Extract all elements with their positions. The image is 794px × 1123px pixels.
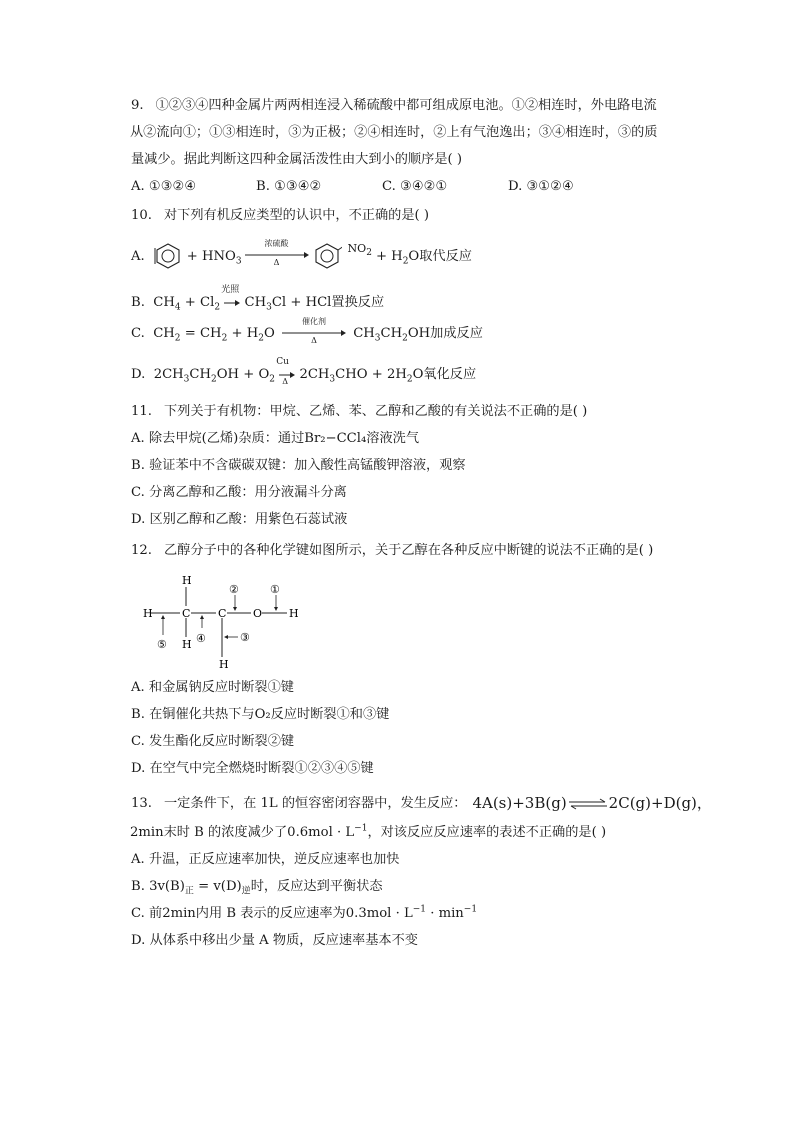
q10-option-d[interactable] (131, 356, 701, 388)
struct-c1: C (182, 607, 191, 620)
q9-line1 (131, 92, 701, 119)
q13-b-pre: B. 3v(B) (131, 879, 185, 894)
q13-option-c[interactable] (131, 900, 701, 927)
q10-a-cond-below: Δ (273, 258, 280, 267)
q11-stem-line (131, 398, 701, 425)
q12-option-d[interactable]: D. 在空气中完全燃烧时断裂①②③④⑤键 (131, 761, 374, 776)
q10-d-lhs-sub: 3 (183, 374, 190, 385)
q13-eq-end: ， (696, 794, 712, 812)
q10-number: 10. (131, 208, 152, 223)
bond-marker-4: ④ (196, 632, 206, 645)
struct-h-bottom: H (219, 658, 229, 670)
q13-line2-b: ，对该反应反应速率的表述不正确的是( ) (367, 825, 607, 840)
q13-number: 13. (131, 796, 152, 811)
q10-option-a[interactable] (131, 239, 701, 273)
q10-a-tail (376, 243, 472, 270)
q10-b-lhs: CH (153, 295, 175, 310)
q10-d-lhs3: OH + O (216, 367, 270, 382)
q10-a-tail-end: O取代反应 (408, 248, 472, 264)
q13-eq-lhs: 4A(s)+3B(g) (472, 794, 567, 812)
q13-equation (472, 790, 711, 817)
q10-a-tail-text: + H (375, 248, 403, 264)
q11-option-b[interactable]: B. 验证苯中不含碳碳双键：加入酸性高锰酸钾溶液，观察 (131, 458, 466, 473)
q10-d-h-sub: 2 (406, 374, 413, 385)
q12-option-a[interactable]: A. 和金属钠反应时断裂①键 (131, 680, 294, 695)
q13-option-a[interactable]: A. 升温，正反应速率加快，逆反应速率也加快 (131, 852, 400, 867)
q10-a-hno3-sub: 3 (235, 256, 242, 267)
q10-b-cond-above: 光照 (221, 284, 240, 295)
q11-stem: 下列关于有机物：甲烷、乙烯、苯、乙醇和乙酸的有关说法不正确的是( ) (163, 404, 588, 419)
q10-a-hno3: + HNO (186, 248, 236, 264)
q10-d-rhs3: O氧化反应 (412, 367, 477, 382)
q12-stem-line (131, 537, 701, 564)
q10-c-cond-above: 催化剂 (301, 316, 326, 326)
q11-number: 11. (131, 404, 152, 419)
q10-a-no2 (348, 235, 372, 262)
q10-stem: 对下列有机反应类型的认识中，不正确的是( ) (163, 208, 430, 223)
q13-line2 (130, 819, 701, 846)
q10-option-b[interactable] (131, 284, 701, 316)
q10-b-rhs2: Cl + HCl置换反应 (271, 295, 385, 310)
q10-c-lhs-sub: 2 (174, 333, 181, 344)
q10-a-label: A. (131, 248, 145, 264)
q10-a-cond-above: 浓硫酸 (264, 239, 289, 248)
q10-b-plus: + Cl (180, 295, 215, 310)
q13-b-end: 时，反应达到平衡状态 (250, 879, 383, 894)
q10-d-o-sub: 2 (269, 374, 276, 385)
q9-option-a[interactable]: A. ①③②④ (131, 179, 197, 194)
q9-option-c[interactable]: C. ③④②① (382, 179, 448, 194)
equilibrium-arrow-icon (569, 798, 607, 810)
q10-option-c[interactable] (131, 316, 701, 347)
q13-c-mid: · min (426, 906, 464, 921)
bond-marker-5: ⑤ (157, 638, 167, 651)
q10-c-o: O (263, 326, 275, 341)
q9-line3: 量减少。据此判断这四种金属活泼性由大到小的顺序是( ) (131, 152, 462, 167)
q10-c-rhs-sub: 3 (374, 333, 381, 344)
q13-c-pre: C. 前2min内用 B 表示的反应速率为0.3mol · L (131, 906, 413, 921)
q12-option-b[interactable]: B. 在铜催化共热下与O₂反应时断裂①和③键 (131, 707, 390, 722)
ethanol-bond-diagram (139, 570, 319, 670)
q10-b-lhs-sub: 4 (174, 302, 181, 313)
q10-d-cond-above: Cu (276, 356, 289, 367)
q10-c-cond-below: Δ (311, 335, 317, 345)
right-arrow-icon (224, 299, 240, 307)
q11-option-c[interactable]: C. 分离乙醇和乙酸：用分液漏斗分离 (131, 485, 347, 500)
q10-a-tail-sub: 2 (402, 256, 409, 267)
q10-c-rhs2-sub: 2 (402, 333, 408, 344)
q13-b-mid: = v(D) (193, 879, 242, 894)
q10-d-rhs2: CHO + 2H (335, 367, 407, 382)
q9-number: 9. (131, 98, 144, 113)
q10-c-rhs: CH (353, 326, 375, 341)
bond-marker-1: ① (270, 583, 280, 596)
q10-c-eq: = CH (180, 326, 222, 341)
q10-c-plus: + H (227, 326, 259, 341)
q13-line2-sup: −1 (354, 823, 368, 834)
question-11 (131, 398, 701, 533)
q10-a-no2-sub: 2 (366, 247, 372, 258)
q12-stem: 乙醇分子中的各种化学键如图所示，关于乙醇在各种反应中断键的说法不正确的是( ) (163, 543, 654, 558)
question-13 (130, 790, 712, 954)
struct-h-left: H (143, 607, 153, 620)
q10-b-arrow (221, 284, 240, 310)
struct-c2: C (218, 607, 227, 620)
q10-c-rhs2: CH (380, 326, 403, 341)
q9-option-b[interactable]: B. ①③④② (256, 179, 322, 194)
struct-o: O (253, 607, 263, 620)
q13-option-b[interactable] (131, 873, 701, 900)
q10-c-rhs3: OH加成反应 (407, 326, 483, 341)
q9-option-d[interactable]: D. ③①②④ (508, 179, 574, 194)
question-9 (131, 92, 701, 200)
q13-line2-a: 2min末时 B 的浓度减少了0.6mol · L (130, 825, 355, 840)
struct-h-bottom-left: H (182, 638, 192, 651)
question-10 (131, 202, 701, 388)
q13-b-sub2: 逆 (241, 886, 251, 897)
q10-c-h-sub: 2 (258, 333, 264, 344)
q11-option-d[interactable]: D. 区别乙醇和乙酸：用紫色石蕊试液 (131, 512, 348, 527)
q9-line2: 从②流向①；①③相连时，③为正极；②④相连时，②上有气泡逸出；③④相连时，③的质 (130, 125, 658, 140)
q10-d-lhs2-sub: 2 (211, 374, 217, 385)
q10-c-lhs: CH (153, 326, 175, 341)
q10-a-no2-text: NO (347, 241, 367, 255)
q13-eq-rhs: 2C(g)+D(g) (608, 794, 697, 812)
q10-c-arrow (282, 316, 346, 345)
q9-options (131, 173, 701, 200)
q10-a-arrow (245, 239, 309, 267)
benzene-ring-icon (153, 242, 183, 270)
q13-stem-line (131, 790, 712, 817)
q10-d-cond-below: Δ (282, 376, 289, 386)
struct-h-top-left: H (182, 574, 192, 587)
question-12 (131, 537, 701, 782)
q9-text1: ①②③④四种金属片两两相连浸入稀硫酸中都可组成原电池。①②相连时，外电路电流 (155, 98, 657, 113)
q11-option-a[interactable]: A. 除去甲烷(乙烯)杂质：通过Br₂−CCl₄溶液洗气 (131, 431, 420, 446)
q10-b-rhs: CH (244, 295, 267, 310)
q13-c-sup2: −1 (463, 904, 478, 915)
q10-d-label: D. (131, 367, 146, 382)
q13-option-d[interactable]: D. 从体系中移出少量 A 物质，反应速率基本不变 (131, 933, 418, 948)
q13-stem: 一定条件下，在 1L 的恒容密闭容器中，发生反应： (163, 796, 467, 811)
q10-d-rhs-sub: 3 (329, 374, 336, 385)
q10-c-label: C. (131, 326, 145, 341)
q13-c-sup1: −1 (412, 904, 426, 915)
q10-d-arrow (276, 356, 295, 386)
bond-marker-3: ③ (240, 631, 250, 644)
struct-h-right: H (289, 607, 299, 620)
q10-d-rhs: 2CH (299, 367, 330, 382)
q10-b-rhs-sub: 3 (266, 302, 272, 313)
q10-b-label: B. (131, 295, 145, 310)
q12-option-c[interactable]: C. 发生酯化反应时断裂②键 (131, 734, 295, 749)
q10-b-cl-sub: 2 (214, 302, 221, 313)
q13-b-sub1: 正 (184, 886, 194, 897)
q10-stem-line (131, 202, 701, 229)
q10-a-reagent (187, 243, 242, 270)
q10-d-lhs2: CH (189, 367, 211, 382)
nitrobenzene-ring-icon (312, 242, 342, 270)
bond-marker-2: ② (229, 583, 239, 596)
q12-number: 12. (131, 543, 152, 558)
q10-d-lhs: 2CH (153, 367, 184, 382)
q10-c-eq-sub: 2 (221, 333, 228, 344)
